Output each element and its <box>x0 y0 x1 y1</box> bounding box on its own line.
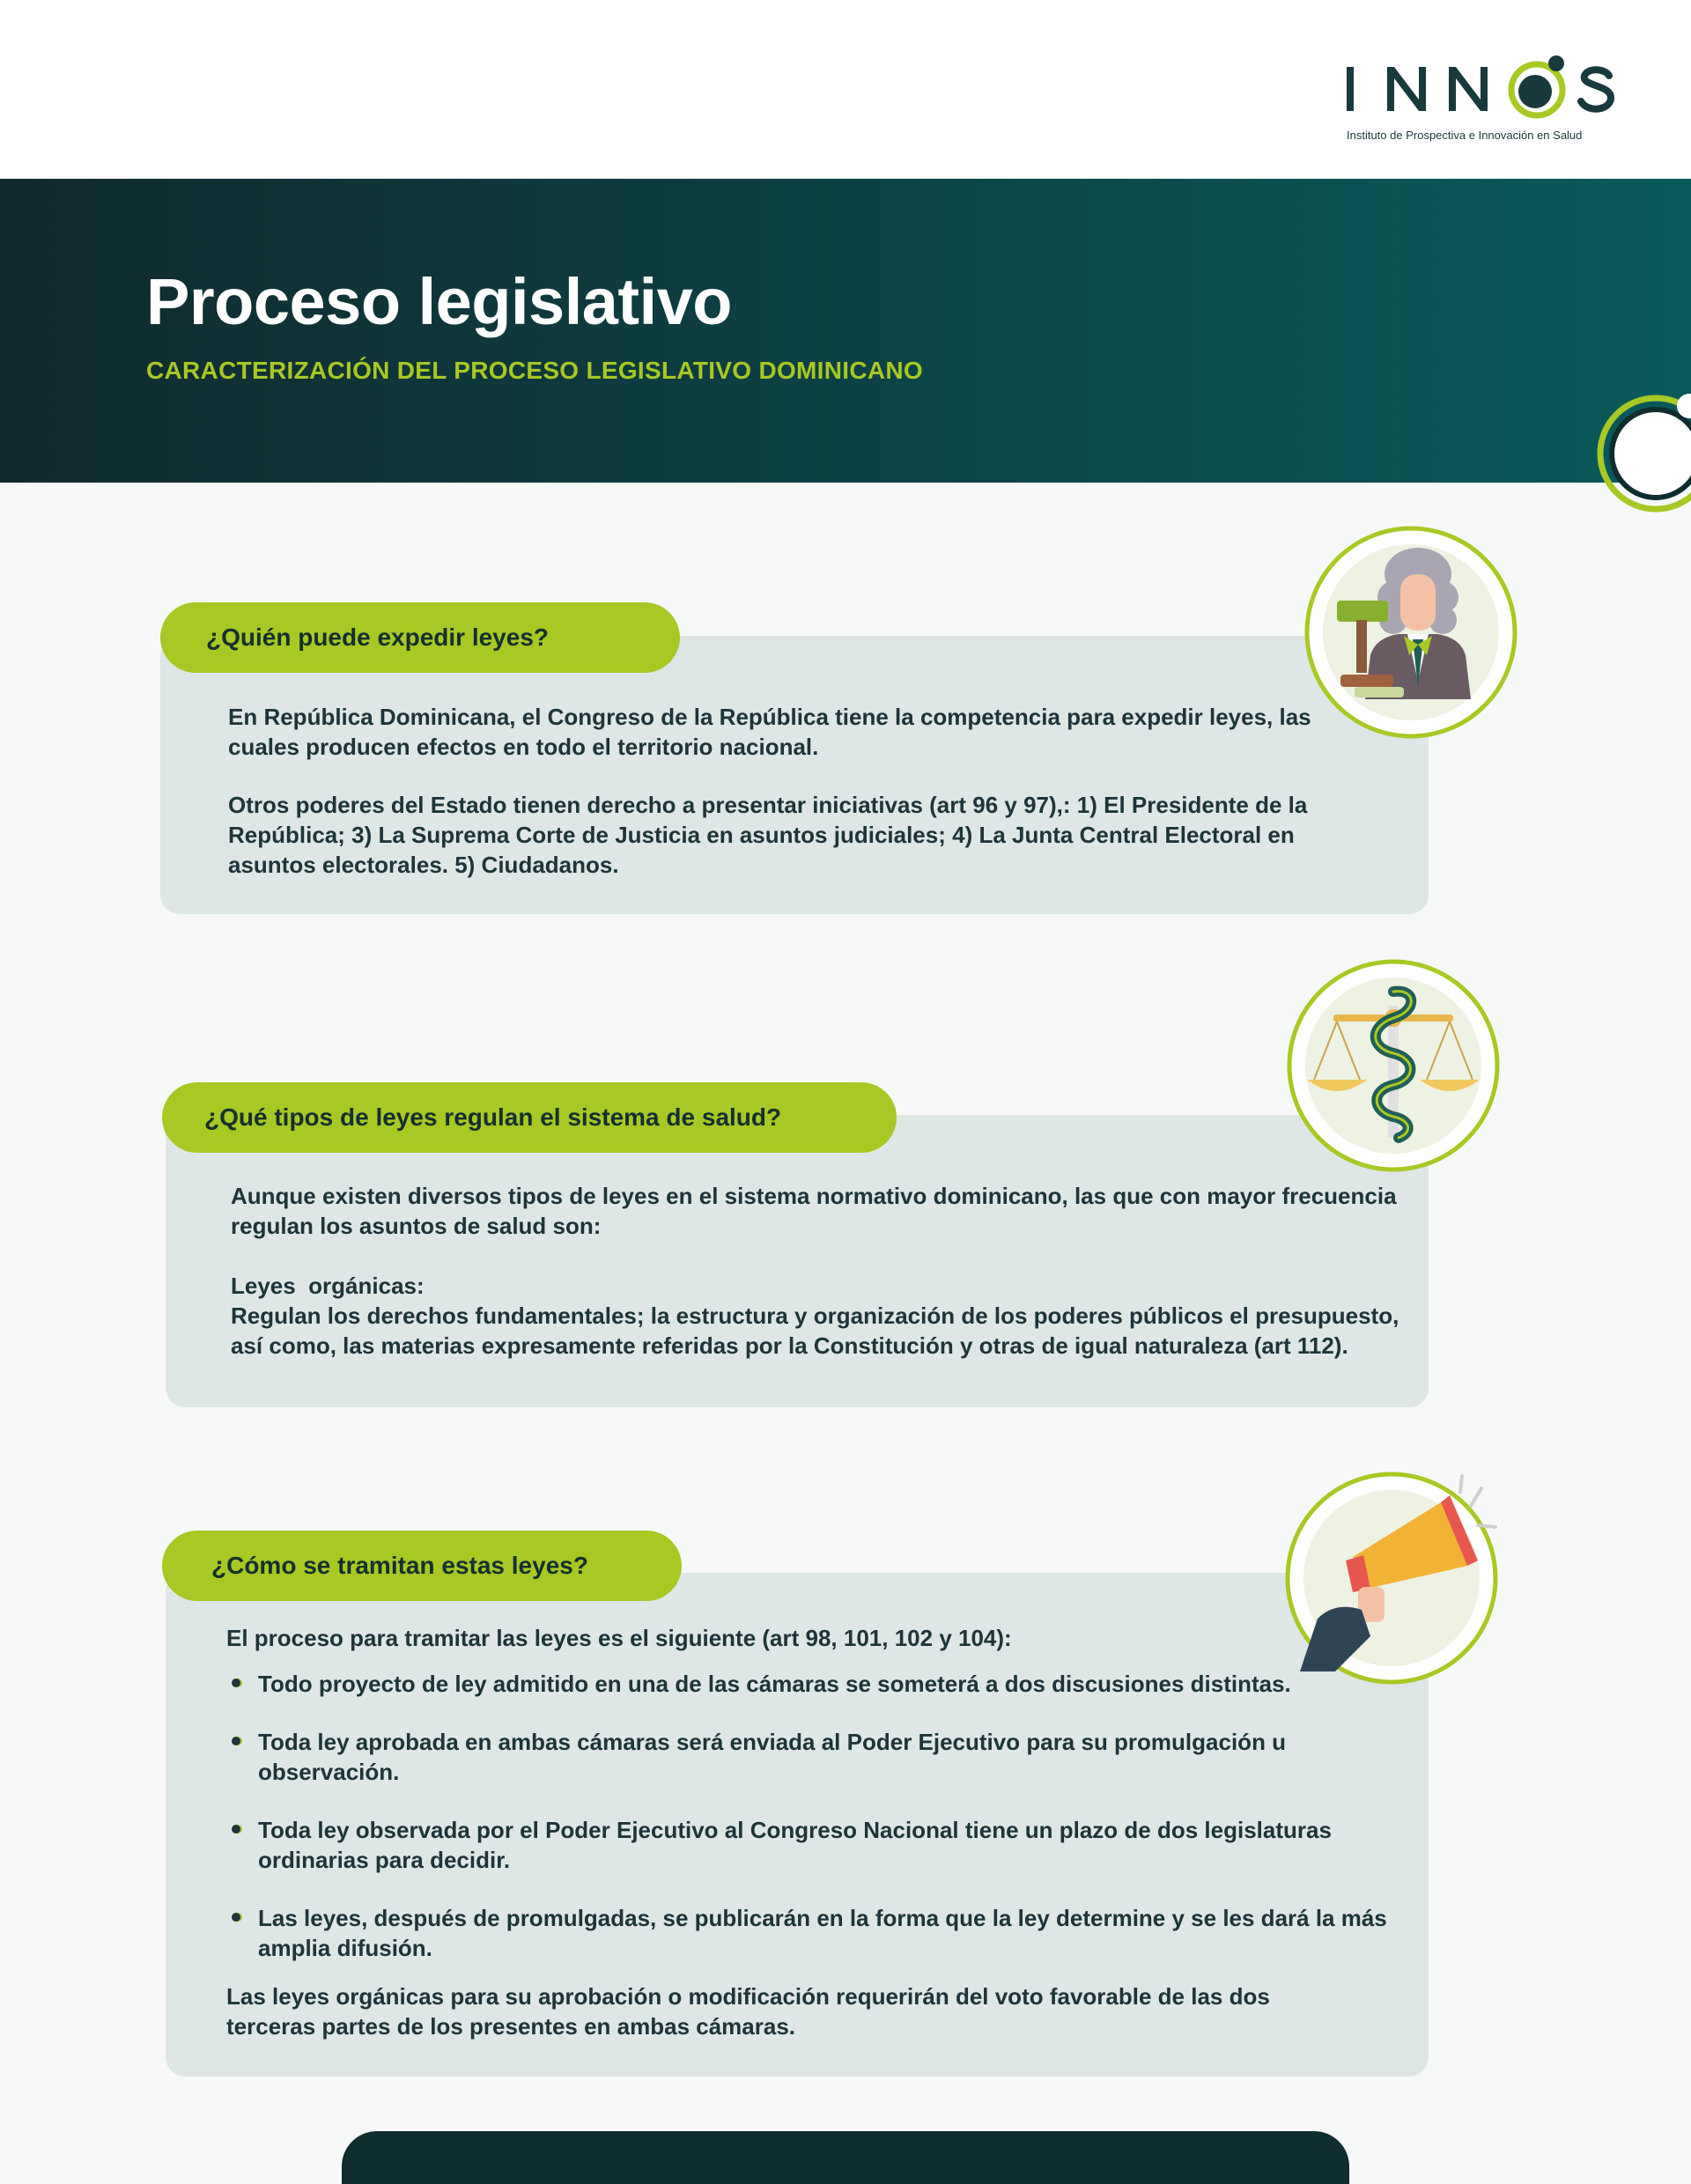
list-item-text: Toda ley aprobada en ambas cámaras será enviada al Poder Ejecutivo para su promulgación u observación. <box>258 1729 1287 1785</box>
list-item <box>226 1815 1398 1875</box>
bullet-dot-icon <box>232 1737 240 1745</box>
list-item <box>226 1727 1398 1787</box>
section-card-types <box>166 1115 1429 1407</box>
list-item-text: Todo proyecto de ley admitido en una de las cámaras se someterá a dos discusiones distintas. <box>258 1671 1291 1697</box>
section-paragraph: Regulan los derechos fundamentales; la estructura y organización de los poderes públicos el presupuesto, así como, las materias expresamente referidas por la Constitución y otras de igual naturaleza (art 112). <box>231 1302 1399 1359</box>
section-paragraph: Otros poderes del Estado tienen derecho a presentar iniciativas (art 96 y 97),: 1) El Presidente de la República; 3) La Suprema Corte de Justicia en asuntos judiciales; 4) La Junta Central Electoral en asuntos electorales. 5) Ciudadanos. <box>228 792 1308 878</box>
section-heading-types <box>162 1082 897 1153</box>
section-closing: Las leyes orgánicas para su aprobación o modificación requerirán del voto favorable de las dos terceras partes de los presentes en ambas cámaras. <box>226 1983 1270 2040</box>
section-heading-who <box>160 602 680 673</box>
bullet-dot-icon <box>232 1913 240 1922</box>
bottom-bar <box>342 2131 1349 2184</box>
section-heading-label: ¿Cómo se tramitan estas leyes? <box>211 1552 588 1579</box>
section-heading-label: ¿Quién puede expedir leyes? <box>206 623 550 651</box>
judge-icon <box>1302 523 1520 742</box>
section-intro: El proceso para tramitar las leyes es el siguiente (art 98, 101, 102 y 104): <box>226 1625 1012 1651</box>
scales-caduceus-icon <box>1284 956 1503 1175</box>
logo-subtitle: Instituto de Prospectiva e Innovación en Salud <box>1347 129 1583 142</box>
innos-logo <box>1345 51 1627 148</box>
list-item <box>226 1903 1398 1963</box>
section-heading-label: ¿Qué tipos de leyes regulan el sistema de salud? <box>204 1103 782 1131</box>
decorative-ring-icon <box>1592 392 1691 515</box>
page-subtitle: CARACTERIZACIÓN DEL PROCESO LEGISLATIVO DOMINICANO <box>146 357 923 384</box>
page-title: Proceso legislativo <box>146 265 732 338</box>
section-paragraph-title: Leyes orgánicas: <box>231 1273 425 1299</box>
section-paragraph: Aunque existen diversos tipos de leyes en el sistema normativo dominicano, las que con mayor frecuencia regulan los asuntos de salud son: <box>231 1183 1397 1239</box>
section-paragraph: En República Dominicana, el Congreso de la República tiene la competencia para expedir leyes, las cuales producen efectos en todo el territorio nacional. <box>228 704 1311 760</box>
list-item <box>226 1669 1398 1699</box>
section-heading-process <box>162 1531 682 1601</box>
bullet-dot-icon <box>232 1825 240 1834</box>
list-item-text: Las leyes, después de promulgadas, se publicarán en la forma que la ley determine y se les dará la más amplia difusión. <box>258 1905 1387 1961</box>
list-item-text: Toda ley observada por el Poder Ejecutivo al Congreso Nacional tiene un plazo de dos legislaturas ordinarias para decidir. <box>258 1817 1332 1873</box>
bullet-dot-icon <box>232 1679 240 1687</box>
megaphone-icon <box>1282 1469 1501 1687</box>
process-list <box>226 1669 1398 1963</box>
